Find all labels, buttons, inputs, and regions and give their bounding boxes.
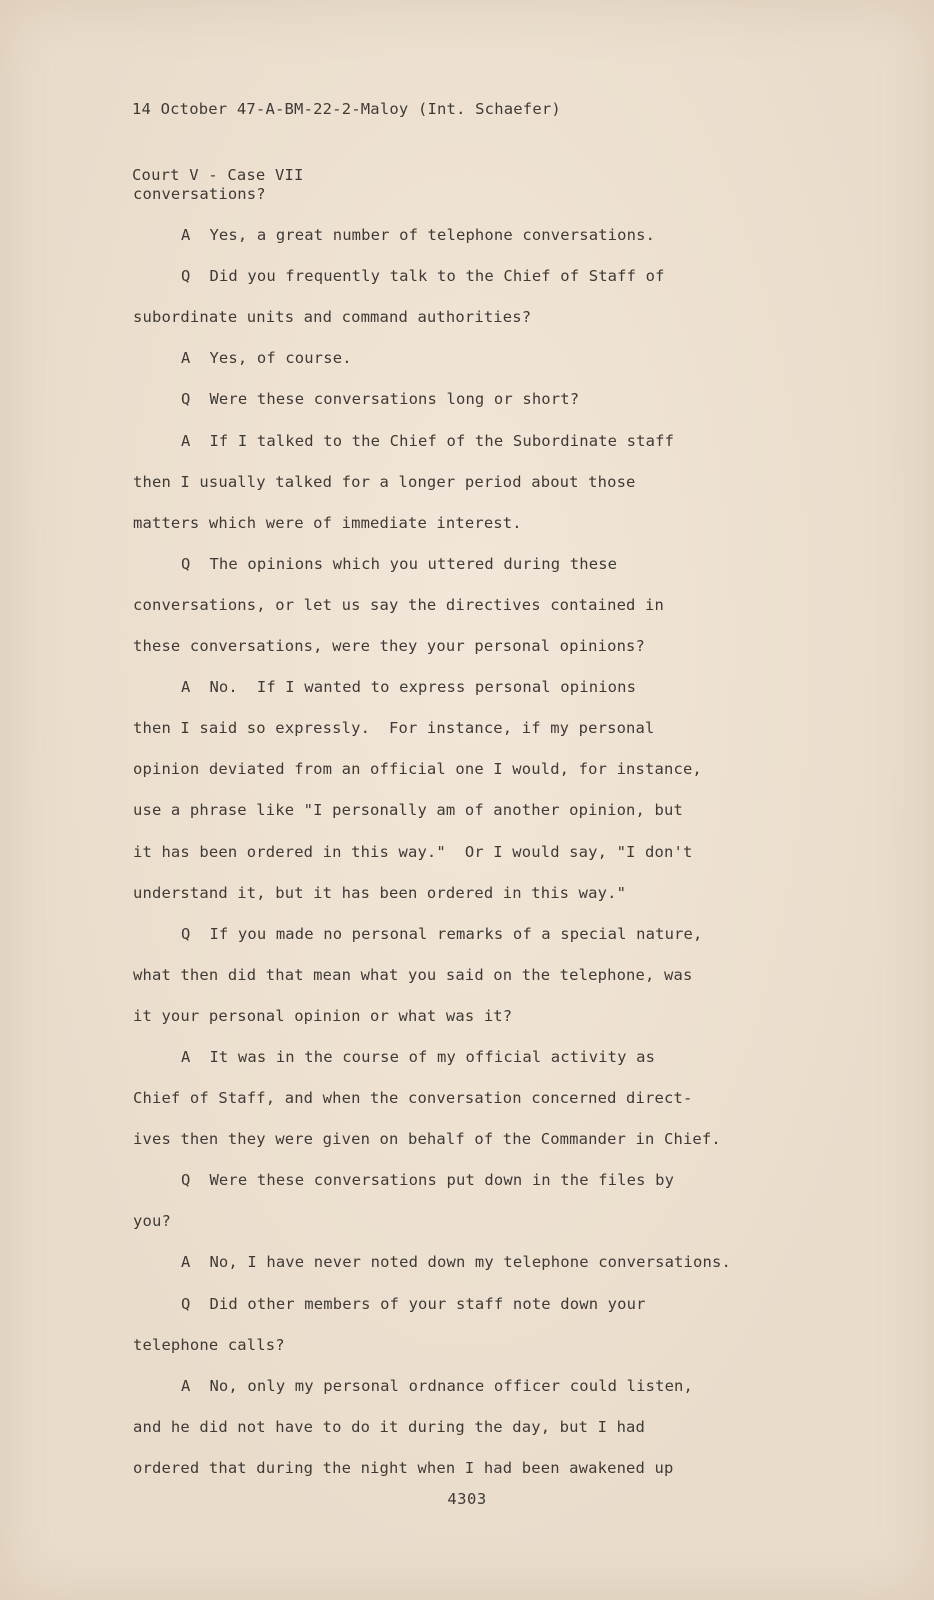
transcript-line: A No, only my personal ordnance officer could listen, [181, 1376, 694, 1395]
transcript-line: A No, I have never noted down my telephone conversations. [181, 1253, 731, 1272]
transcript-line: ives then they were given on behalf of the Commander in Chief. [133, 1130, 721, 1149]
transcript-line: then I usually talked for a longer period about those [133, 472, 636, 491]
transcript-line: conversations? [133, 185, 266, 203]
page-number: 4303 [447, 1490, 487, 1508]
transcript-line: A It was in the course of my official activity as [181, 1047, 656, 1066]
transcript-line: understand it, but it has been ordered in this way." [133, 883, 627, 902]
transcript-line: A Yes, a great number of telephone conversations. [181, 226, 656, 245]
transcript-body [133, 174, 833, 1489]
transcript-line: and he did not have to do it during the day, but I had [133, 1417, 646, 1436]
transcript-line: Q Were these conversations long or short? [181, 390, 580, 409]
transcript-line: A No. If I wanted to express personal opinions [181, 678, 637, 697]
transcript-line: matters which were of immediate interest. [133, 513, 522, 532]
transcript-line: Q The opinions which you uttered during these [181, 554, 618, 573]
transcript-line: A If I talked to the Chief of the Subordinate staff [181, 431, 675, 450]
transcript-line: conversations, or let us say the directives contained in [133, 595, 664, 614]
transcript-line: subordinate units and command authorities? [133, 308, 532, 327]
transcript-line: Chief of Staff, and when the conversation concerned direct- [133, 1089, 693, 1108]
transcript-line: then I said so expressly. For instance, if my personal [133, 719, 655, 738]
transcript-line: telephone calls? [133, 1335, 285, 1354]
transcript-line: use a phrase like "I personally am of another opinion, but [133, 801, 683, 820]
transcript-line: opinion deviated from an official one I would, for instance, [133, 760, 702, 779]
header-line-2: Court V - Case VII [132, 166, 304, 184]
transcript-line: it has been ordered in this way." Or I would say, "I don't [133, 842, 693, 861]
transcript-line: Q Did other members of your staff note down your [181, 1294, 646, 1313]
transcript-line: ordered that during the night when I had been awakened up [133, 1458, 674, 1477]
header-line-1: 14 October 47-A-BM-22-2-Maloy (Int. Schaefer) [132, 100, 561, 118]
transcript-line: it your personal opinion or what was it? [133, 1006, 513, 1025]
transcript-line: Q Were these conversations put down in the files by [181, 1171, 675, 1190]
transcript-line: these conversations, were they your personal opinions? [133, 637, 646, 656]
transcript-line: what then did that mean what you said on the telephone, was [133, 965, 693, 984]
transcript-line: A Yes, of course. [181, 349, 352, 368]
transcript-line: Q If you made no personal remarks of a special nature, [181, 924, 703, 943]
transcript-line: Q Did you frequently talk to the Chief of Staff of [181, 267, 665, 286]
transcript-line: you? [133, 1212, 171, 1231]
